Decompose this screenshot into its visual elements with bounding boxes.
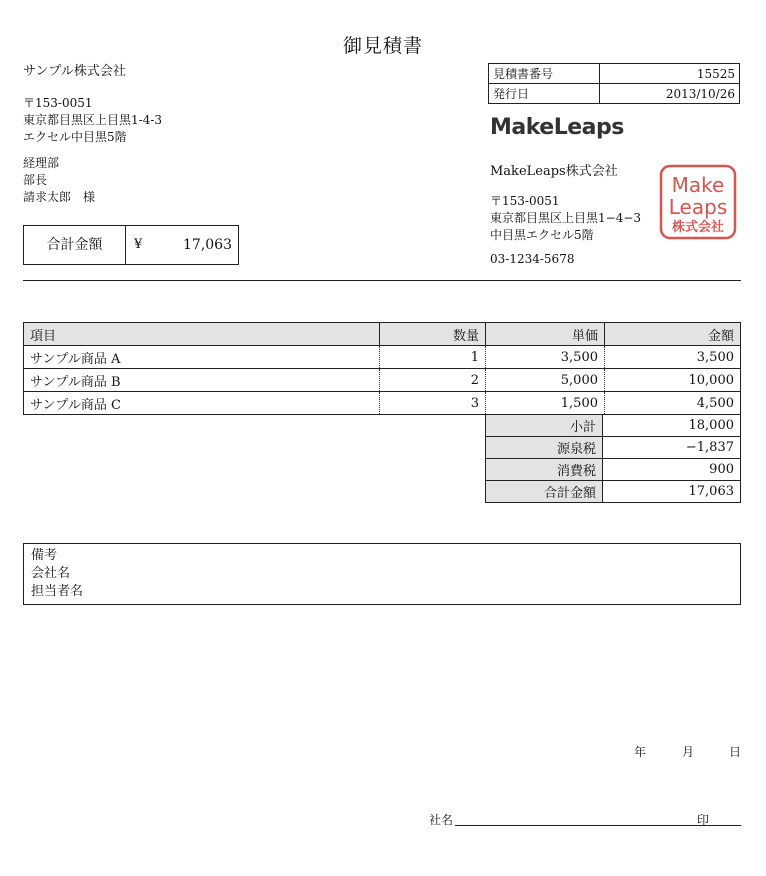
table-row: [24, 392, 741, 415]
estimate-number: 15525: [600, 64, 740, 84]
recipient-address1: 東京都目黒区上目黒1-4-3: [23, 113, 163, 127]
total-amount-label: 合計金額: [24, 226, 126, 264]
recipient-postal: 〒153-0051: [23, 96, 93, 110]
item-amount: 10,000: [605, 369, 741, 392]
issuer-postal: 〒153-0051: [490, 194, 560, 208]
issuer-phone: 03-1234-5678: [490, 252, 575, 266]
recipient-position: 部長: [23, 173, 48, 187]
header-item: 項目: [24, 323, 380, 346]
item-name: サンプル商品 A: [24, 346, 380, 369]
signature-company-label: 社名: [429, 813, 454, 827]
table-row: [24, 346, 741, 369]
issuer-company: MakeLeaps株式会社: [490, 164, 618, 179]
item-unit-price: 5,000: [486, 369, 605, 392]
withholding-tax-value: −1,837: [603, 437, 741, 459]
issuer-address2: 中目黒エクセル5階: [490, 228, 594, 242]
grand-total-value: 17,063: [603, 481, 741, 503]
issue-date-label: 発行日: [489, 84, 600, 104]
remarks-box: [23, 543, 741, 605]
currency-symbol: ¥: [134, 237, 143, 252]
grand-total-label: 合計金額: [486, 481, 603, 503]
issuer-address1: 東京都目黒区上目黒1−4−3: [490, 211, 642, 225]
total-amount-value: 17,063: [183, 237, 232, 253]
recipient-contact: 請求太郎 様: [23, 190, 96, 204]
remarks-company-name: 会社名: [31, 566, 71, 581]
section-divider: [23, 280, 741, 281]
withholding-tax-label: 源泉税: [486, 437, 603, 459]
signature-line: [455, 825, 741, 826]
items-header-row: [24, 323, 741, 346]
header-amount: 金額: [605, 323, 741, 346]
estimate-number-label: 見積書番号: [489, 64, 600, 84]
consumption-tax-value: 900: [603, 459, 741, 481]
summary-row-consumption-tax: [486, 459, 741, 481]
seal-label: 印: [697, 813, 710, 827]
remarks-contact-name: 担当者名: [31, 584, 84, 599]
item-quantity: 1: [380, 346, 486, 369]
document-title: 御見積書: [342, 35, 423, 57]
summary-row-total: [486, 481, 741, 503]
issue-date: 2013/10/26: [600, 84, 740, 104]
items-table: [23, 322, 741, 415]
subtotal-value: 18,000: [603, 415, 741, 437]
item-name: サンプル商品 C: [24, 392, 380, 415]
item-amount: 4,500: [605, 392, 741, 415]
item-unit-price: 1,500: [486, 392, 605, 415]
recipient-department: 経理部: [23, 156, 60, 170]
remarks-title: 備考: [31, 548, 58, 563]
table-row: [24, 369, 741, 392]
company-seal-stamp: [659, 164, 737, 240]
recipient-address2: エクセル中目黒5階: [23, 130, 127, 144]
item-amount: 3,500: [605, 346, 741, 369]
estimate-meta-table: [488, 63, 740, 104]
item-quantity: 3: [380, 392, 486, 415]
date-day-label: 日: [729, 745, 742, 759]
item-quantity: 2: [380, 369, 486, 392]
recipient-company: サンプル株式会社: [23, 64, 126, 79]
summary-row-subtotal: [486, 415, 741, 437]
summary-table: [485, 414, 741, 503]
header-unit-price: 単価: [486, 323, 605, 346]
subtotal-label: 小計: [486, 415, 603, 437]
seal-line-1: Make: [671, 173, 725, 197]
date-year-label: 年: [634, 745, 647, 759]
makeleaps-logo: MakeLeaps: [490, 115, 624, 140]
seal-line-3: 株式会社: [671, 220, 725, 235]
seal-line-2: Leaps: [668, 195, 728, 219]
item-name: サンプル商品 B: [24, 369, 380, 392]
header-quantity: 数量: [380, 323, 486, 346]
total-amount-box: [23, 225, 239, 265]
consumption-tax-label: 消費税: [486, 459, 603, 481]
item-unit-price: 3,500: [486, 346, 605, 369]
date-month-label: 月: [682, 745, 695, 759]
summary-row-withholding: [486, 437, 741, 459]
